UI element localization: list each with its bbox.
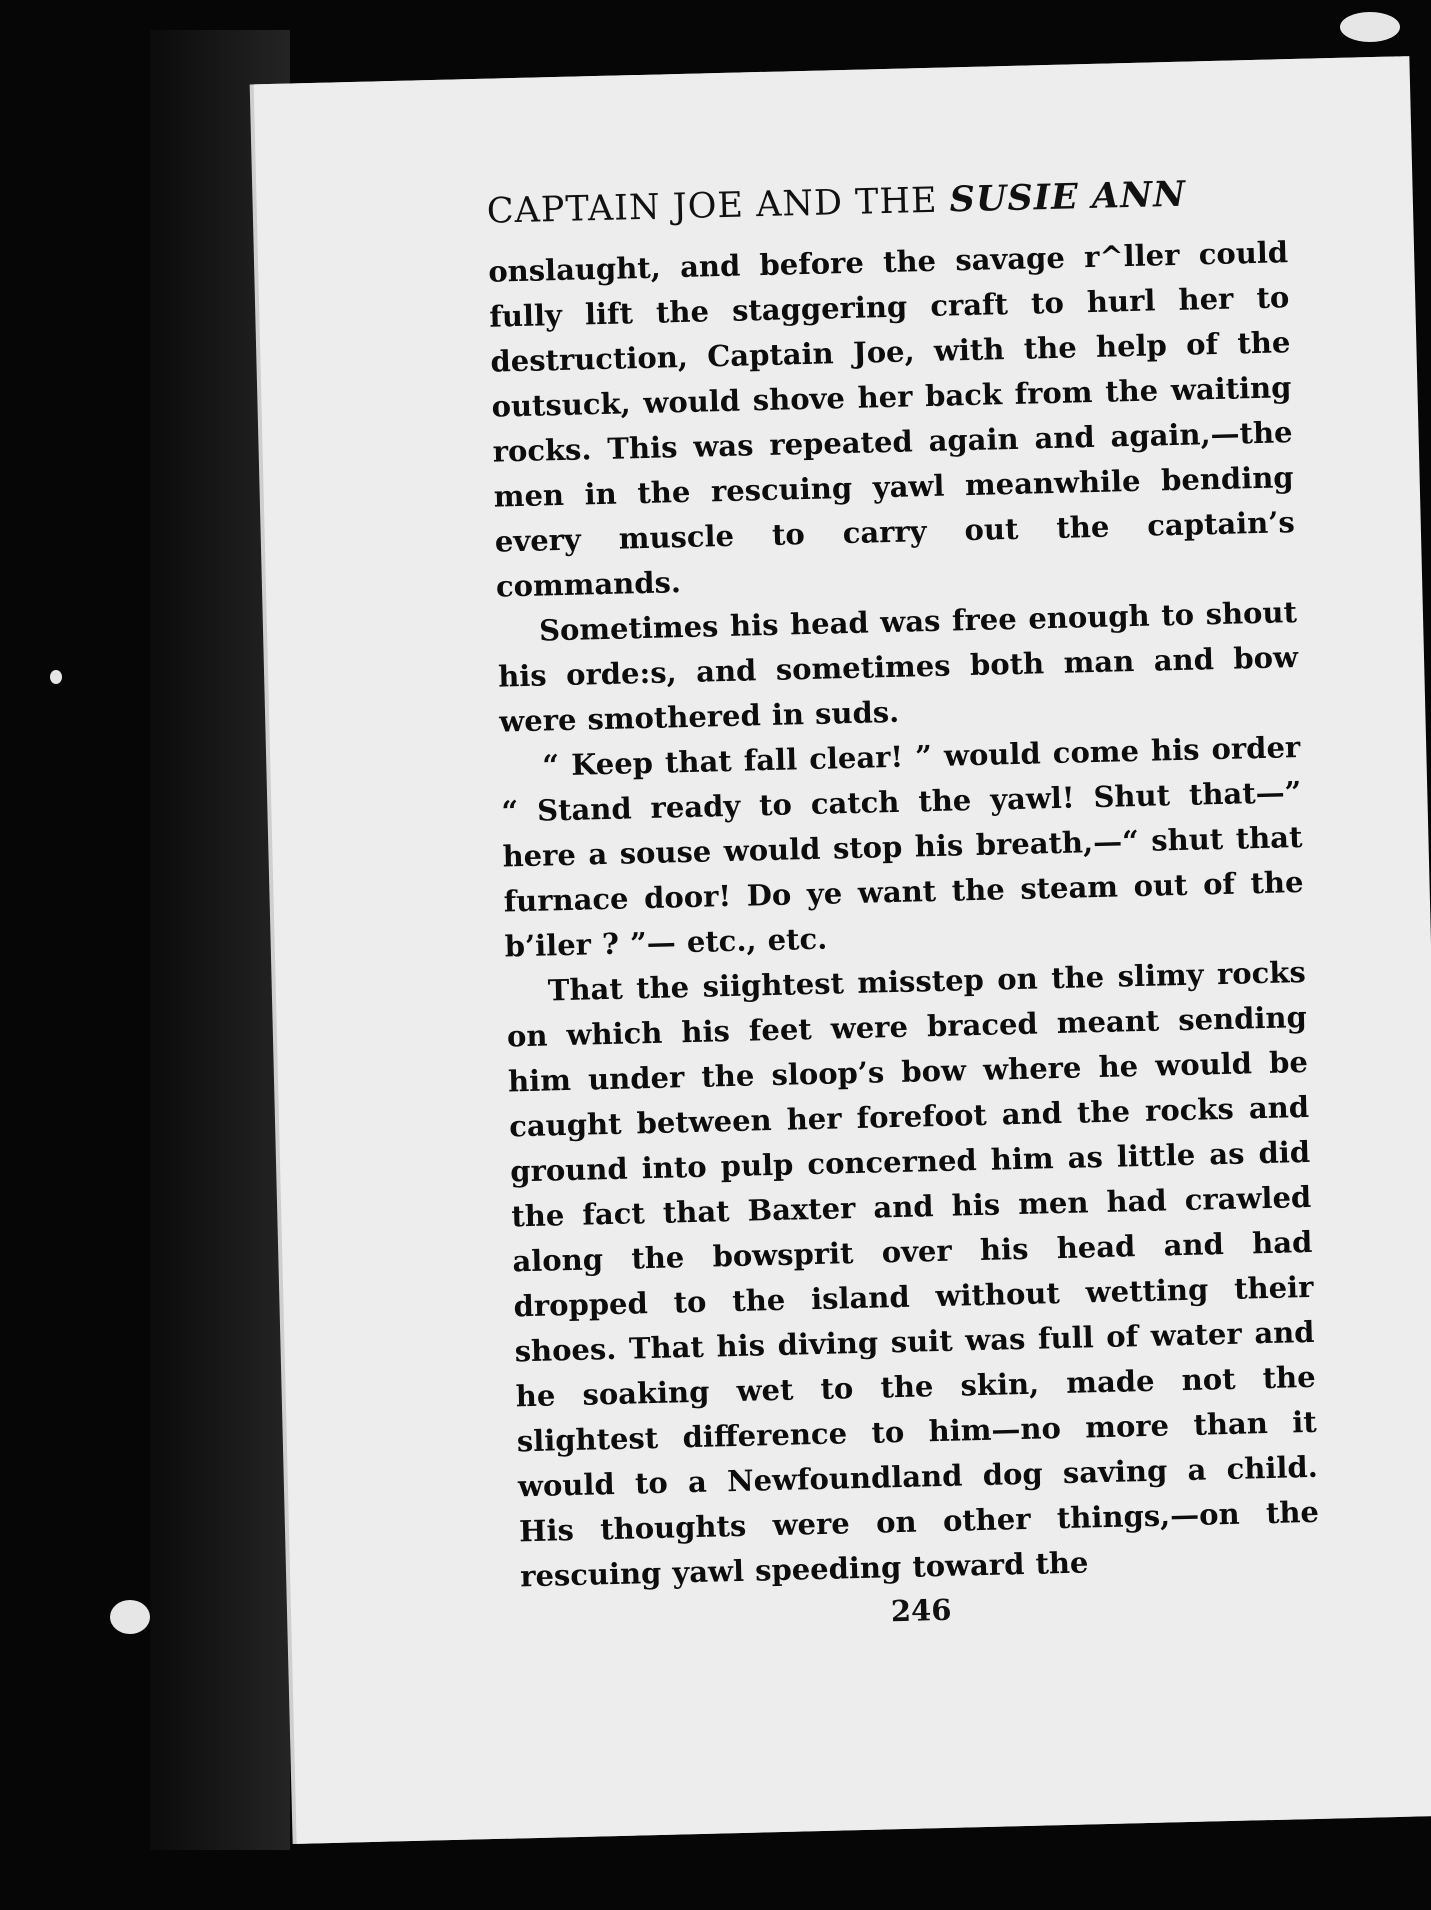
paragraph: “ Keep that fall clear! ” would come his order “ Stand ready to catch the yawl! Shut that—” here a souse would stop his breath,—“ shut that furnace door! Do ye want the steam out of the b’iler ? ”— etc., etc. — [501, 730, 1304, 964]
running-head-italic-title: SUSIE ANN — [949, 173, 1187, 221]
paragraph: That the siightest misstep on the slimy rocks on which his feet were braced meant sending him under the sloop’s bow where he would be caught between her forefoot and the rocks and ground into pulp concerned him as little as did the fact that Baxter and his men had crawled along the bowsprit over his head and had dropped to the island without wetting their shoes. That his diving suit was full of water and he soaking wet to the skin, made not the slightest difference to him—no more than it would to a Newfoundland dog saving a child. His thoughts were on other things,—on the rescuing yawl speeding toward the — [506, 954, 1320, 1594]
scan-speck — [110, 1600, 150, 1634]
paragraph: onslaught, and before the savage r^ller could fully lift the staggering craft to hurl her to destruction, Captain Joe, with the help of the outsuck, would shove her back from the waiting rocks. This was repeated again and again,—the men in the rescuing yawl meanwhile bending every muscle to carry out the captain’s commands. — [487, 235, 1296, 604]
scan-speck — [50, 670, 62, 684]
paragraph: Sometimes his head was free enough to shout his orde:s, and sometimes both man and bow were smothered in suds. — [497, 595, 1299, 739]
page-content — [486, 171, 1321, 1637]
page-number: 246 — [890, 1592, 952, 1629]
running-head — [486, 171, 1287, 232]
scan-speck — [1340, 12, 1400, 42]
book-page — [254, 56, 1431, 1844]
body-text — [488, 230, 1321, 1599]
running-head-title: CAPTAIN JOE AND THE — [486, 180, 939, 232]
